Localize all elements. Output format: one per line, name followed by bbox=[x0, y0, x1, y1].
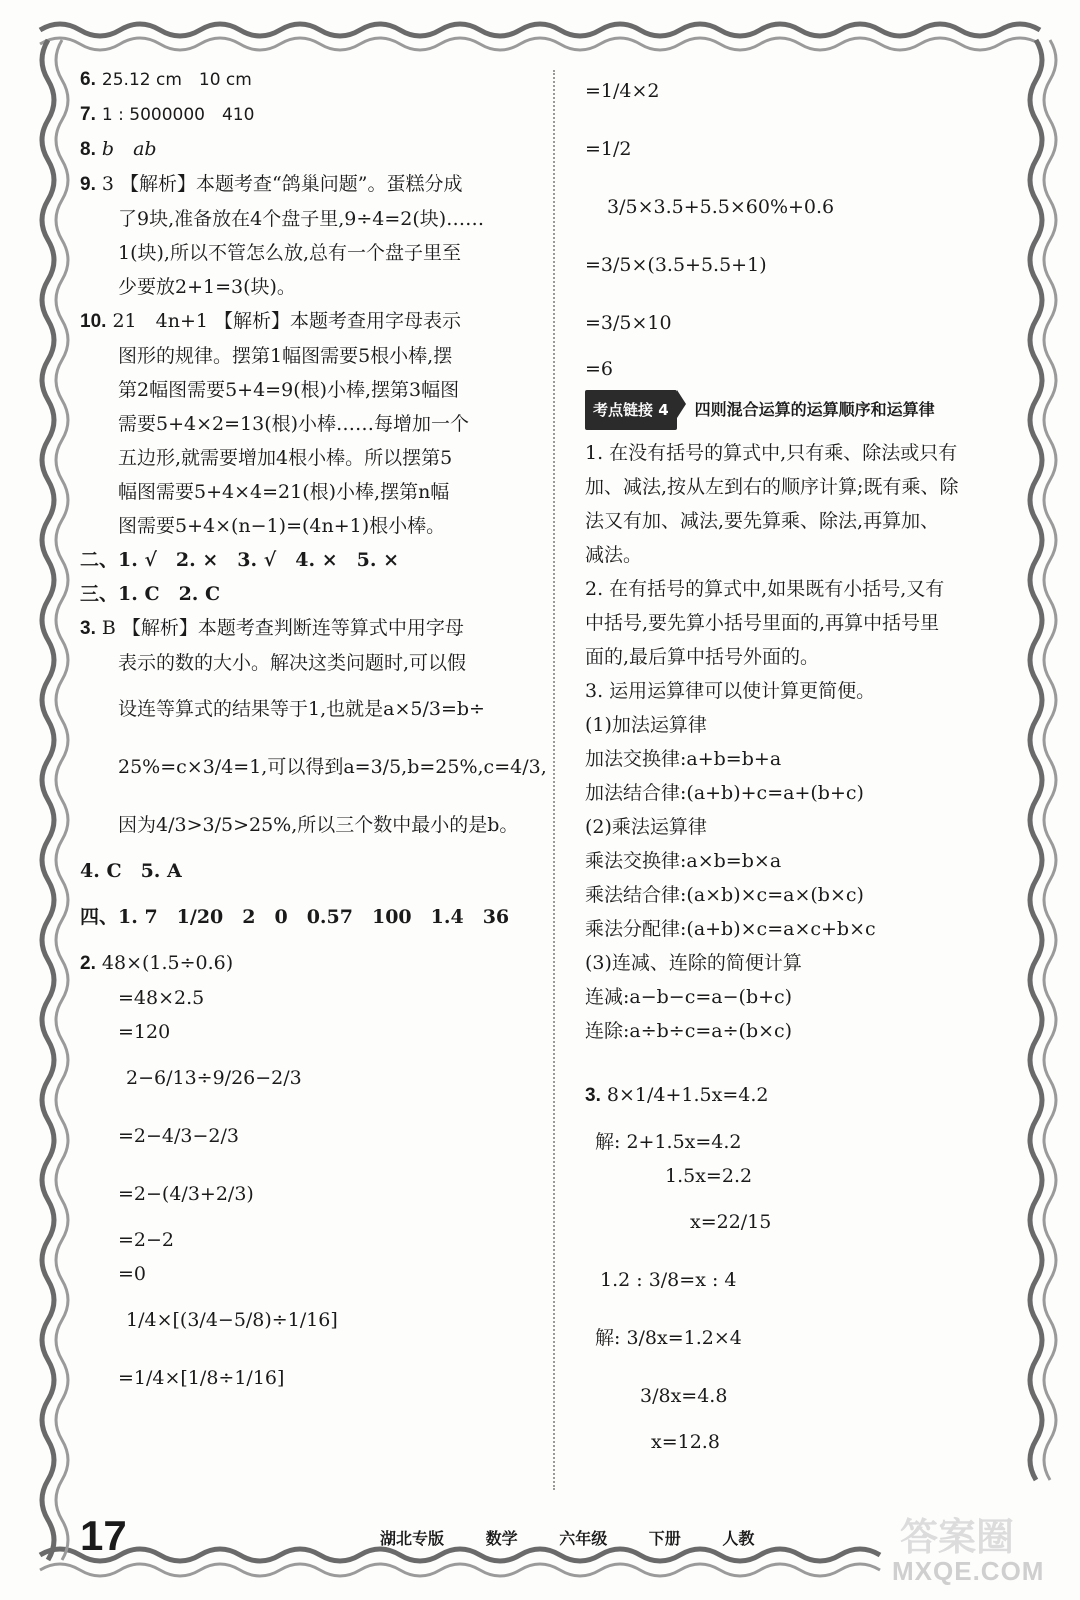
rule-line: (3)连减、连除的简便计算 bbox=[585, 952, 802, 974]
calc-line: =3/5×(3.5+5.5+1) bbox=[585, 254, 767, 276]
rule-line: 连减:a−b−c=a−(b+c) bbox=[585, 986, 793, 1008]
volume-label: 下册 bbox=[648, 1529, 681, 1548]
answer-6 bbox=[80, 62, 540, 97]
answer-line: 图需要5+4×(n−1)=(4n+1)根小棒。 bbox=[118, 515, 446, 537]
calc-line: 1/4×[(3/4−5/8)÷1/16] bbox=[126, 1309, 338, 1331]
calc-line: 1.2 : 3/8=x : 4 bbox=[600, 1269, 737, 1291]
answer-line: 幅图需要5+4×4=21(根)小棒,摆第n幅 bbox=[118, 481, 450, 503]
answer-line: 表示的数的大小。解决这类问题时,可以假 bbox=[118, 652, 467, 674]
calc-line: =1/4×[1/8÷1/16] bbox=[118, 1367, 285, 1389]
rule-line: 加法结合律:(a+b)+c=a+(b+c) bbox=[585, 782, 864, 804]
rule-line: 1. 在没有括号的算式中,只有乘、除法或只有 bbox=[585, 442, 958, 464]
answer-3-equations bbox=[585, 1066, 1015, 1125]
column-divider bbox=[553, 70, 555, 1490]
watermark-logo bbox=[880, 1500, 1060, 1590]
answer-2 bbox=[80, 946, 540, 981]
calc-line: =1/4×2 bbox=[585, 80, 660, 102]
answer-line: 了9块,准备放在4个盘子里,9÷4=2(块)…… bbox=[118, 208, 485, 230]
subject-label: 数学 bbox=[485, 1529, 518, 1548]
rule-line: 乘法结合律:(a×b)×c=a×(b×c) bbox=[585, 884, 864, 906]
rule-line: 面的,最后算中括号外面的。 bbox=[585, 646, 820, 668]
page-number: 17 bbox=[80, 1512, 127, 1559]
answer-text: b ab bbox=[101, 138, 157, 160]
watermark-brand: 答案圈 bbox=[900, 1515, 1015, 1559]
calc-line: 8×1/4+1.5x=4.2 bbox=[606, 1084, 769, 1106]
rule-line: 连除:a÷b÷c=a÷(b×c) bbox=[585, 1020, 793, 1042]
answer-7 bbox=[80, 97, 540, 132]
answer-line: 21 4n+1 【解析】本题考查用字母表示 bbox=[112, 310, 462, 332]
calc-line: =120 bbox=[118, 1021, 171, 1043]
knowledge-link-header bbox=[585, 390, 1015, 430]
calc-line: 3/8x=4.8 bbox=[640, 1385, 728, 1407]
left-column bbox=[80, 62, 547, 1407]
answer-line: 25%=c×3/4=1,可以得到a=3/5,b=25%,c=4/3, bbox=[118, 756, 547, 778]
knowledge-link-title: 四则混合运算的运算顺序和运算律 bbox=[694, 400, 935, 419]
page-footer bbox=[80, 1512, 980, 1562]
question-number: 8. bbox=[80, 139, 96, 160]
question-number: 10. bbox=[80, 311, 107, 332]
calc-line: 3/5×3.5+5.5×60%+0.6 bbox=[607, 196, 835, 218]
calc-line: x=12.8 bbox=[651, 1431, 720, 1453]
rule-line: 加法交换律:a+b=b+a bbox=[585, 748, 782, 770]
calc-line: 48×(1.5÷0.6) bbox=[101, 952, 234, 974]
calc-line: 1.5x=2.2 bbox=[665, 1165, 753, 1187]
answer-line: 3 【解析】本题考查“鸽巢问题”。蛋糕分成 bbox=[101, 173, 463, 195]
rule-line: 3. 运用运算律可以使计算更简便。 bbox=[585, 680, 876, 702]
question-number: 6. bbox=[80, 69, 96, 90]
calc-line: =48×2.5 bbox=[118, 987, 205, 1009]
answer-line: 需要5+4×2=13(根)小棒……每增加一个 bbox=[118, 413, 470, 435]
question-number: 9. bbox=[80, 174, 96, 195]
answers-4-5: 4. C 5. A bbox=[80, 860, 182, 882]
grade-label: 六年级 bbox=[559, 1529, 608, 1548]
book-info bbox=[380, 1526, 778, 1549]
section-4-answers: 四、1. 7 1/20 2 0 0.57 100 1.4 36 bbox=[80, 906, 510, 928]
rule-line: 2. 在有括号的算式中,如果既有小括号,又有 bbox=[585, 578, 945, 600]
rule-line: 减法。 bbox=[585, 544, 643, 566]
answer-line: 五边形,就需要增加4根小棒。所以摆第5 bbox=[118, 447, 453, 469]
calc-line: 解: 3/8x=1.2×4 bbox=[595, 1327, 742, 1349]
rule-line: (2)乘法运算律 bbox=[585, 816, 707, 838]
section-2-answers: 二、1. √ 2. × 3. √ 4. × 5. × bbox=[80, 549, 399, 571]
publisher-label: 人教 bbox=[722, 1529, 755, 1548]
calc-line: =6 bbox=[585, 358, 614, 380]
rule-line: 法又有加、减法,要先算乘、除法,再算加、 bbox=[585, 510, 940, 532]
right-column bbox=[585, 62, 1015, 1459]
answer-line: 少要放2+1=3(块)。 bbox=[118, 276, 296, 298]
answer-text: 25.12 cm 10 cm bbox=[101, 70, 252, 90]
answer-10 bbox=[80, 304, 540, 339]
calc-line: =2−(4/3+2/3) bbox=[118, 1183, 254, 1205]
answer-line: 图形的规律。摆第1幅图需要5根小棒,摆 bbox=[118, 345, 453, 367]
calc-line: 解: 2+1.5x=4.2 bbox=[595, 1131, 742, 1153]
calc-line: =1/2 bbox=[585, 138, 632, 160]
calc-line: =0 bbox=[118, 1263, 147, 1285]
section-3-answers: 三、1. C 2. C bbox=[80, 583, 221, 605]
watermark-url: MXQE.COM bbox=[892, 1556, 1045, 1586]
calc-line: =2−4/3−2/3 bbox=[118, 1125, 240, 1147]
rule-line: (1)加法运算律 bbox=[585, 714, 707, 736]
rule-line: 乘法交换律:a×b=b×a bbox=[585, 850, 782, 872]
rule-line: 中括号,要先算小括号里面的,再算中括号里 bbox=[585, 612, 940, 634]
rule-line: 乘法分配律:(a+b)×c=a×c+b×c bbox=[585, 918, 876, 940]
answer-line: B 【解析】本题考查判断连等算式中用字母 bbox=[101, 617, 464, 639]
calc-line: x=22/15 bbox=[690, 1211, 772, 1233]
answer-line: 1(块),所以不管怎么放,总有一个盘子里至 bbox=[118, 242, 461, 264]
question-number: 2. bbox=[80, 953, 96, 974]
calc-line: 2−6/13÷9/26−2/3 bbox=[126, 1067, 302, 1089]
calc-line: =2−2 bbox=[118, 1229, 175, 1251]
question-number: 3. bbox=[585, 1085, 601, 1106]
question-number: 3. bbox=[80, 618, 96, 639]
answer-8 bbox=[80, 132, 540, 167]
answer-line: 第2幅图需要5+4=9(根)小棒,摆第3幅图 bbox=[118, 379, 460, 401]
answer-3 bbox=[80, 611, 540, 646]
rule-line: 加、减法,按从左到右的顺序计算;既有乘、除 bbox=[585, 476, 959, 498]
answer-text: 1 : 5000000 410 bbox=[101, 105, 255, 125]
edition-label: 湖北专版 bbox=[380, 1529, 445, 1548]
answer-line: 设连等算式的结果等于1,也就是a×5/3=b÷ bbox=[118, 698, 485, 720]
calc-line: =3/5×10 bbox=[585, 312, 672, 334]
answer-line: 因为4/3>3/5>25%,所以三个数中最小的是b。 bbox=[118, 814, 519, 836]
question-number: 7. bbox=[80, 104, 96, 125]
knowledge-link-tag: 考点链接 4 bbox=[585, 390, 677, 430]
answer-9 bbox=[80, 167, 540, 202]
